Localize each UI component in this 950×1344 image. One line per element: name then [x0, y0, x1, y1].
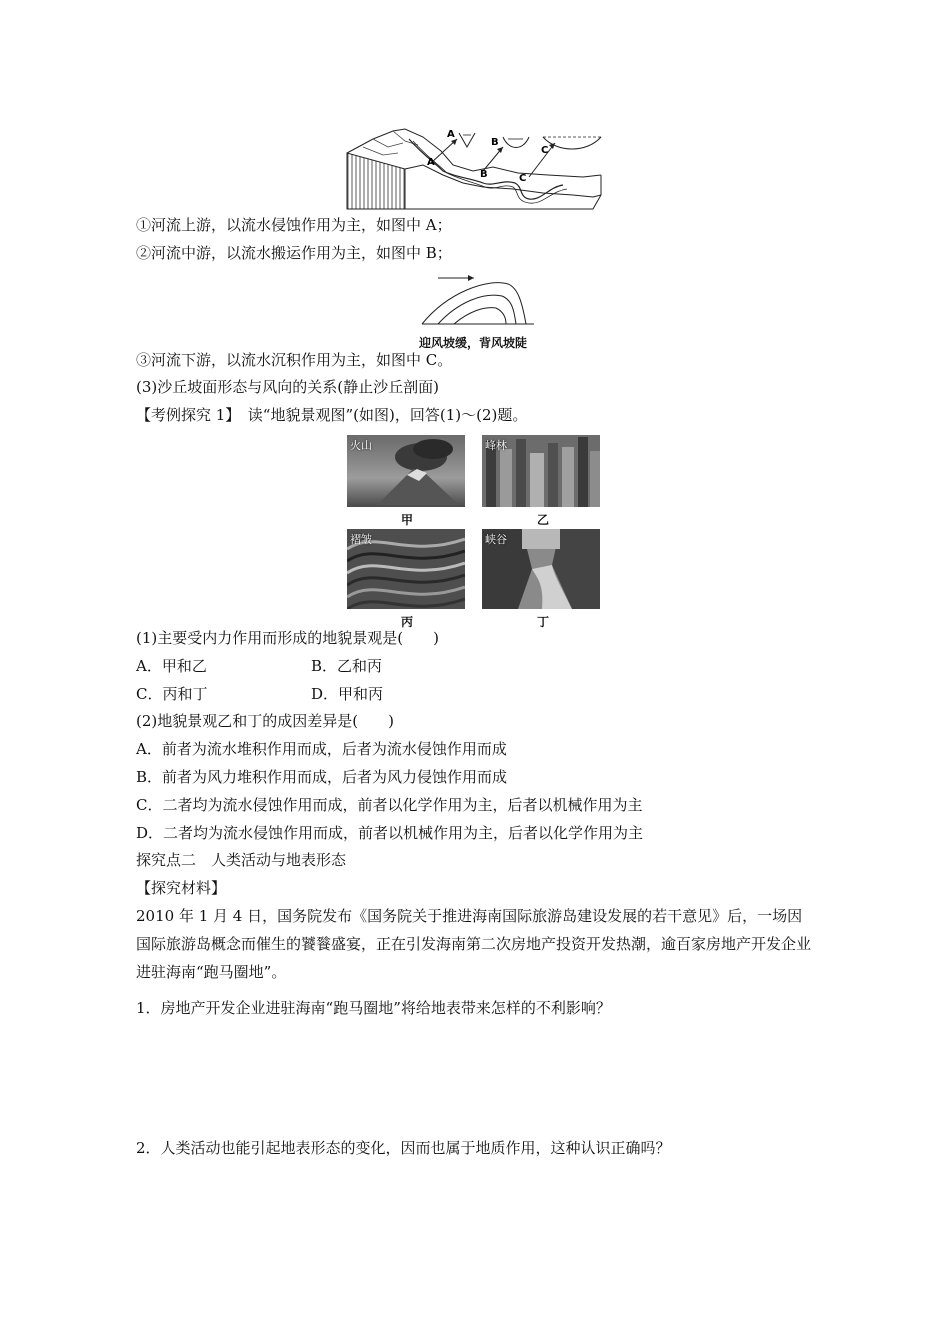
discussion-question-1: 1．房地产开发企业进驻海南“跑马圈地”将给地表带来怎样的不利影响？ — [136, 999, 611, 1017]
dune-heading: (3)沙丘坡面形态与风向的关系(静止沙丘剖面) — [136, 378, 439, 396]
diagram-label-c-top: C — [541, 145, 549, 156]
q1-option-c: C．丙和丁 — [136, 685, 208, 703]
discussion-question-2: 2．人类活动也能引起地表形态的变化，因而也属于地质作用，这种认识正确吗？ — [136, 1139, 671, 1157]
photo-tag-fold: 褶皱 — [350, 533, 372, 546]
diagram-label-a-top: A — [447, 129, 455, 140]
q2-option-d: D．二者均为流水侵蚀作用而成，前者以机械作用为主，后者以化学作用为主 — [136, 824, 644, 842]
diagram-label-b-top: B — [491, 137, 499, 148]
river-valley-diagram — [343, 125, 607, 211]
q2-option-a: A．前者为流水堆积作用而成，后者为流水侵蚀作用而成 — [136, 740, 507, 758]
q2-option-c: C．二者均为流水侵蚀作用而成，前者以化学作用为主，后者以机械作用为主 — [136, 796, 643, 814]
material-heading: 【探究材料】 — [136, 879, 227, 897]
photo-tag-volcano: 火山 — [350, 439, 372, 452]
q1-option-a: A．甲和乙 — [136, 657, 207, 675]
photo-fold — [347, 529, 465, 609]
q2-option-b: B．前者为风力堆积作用而成，后者为风力侵蚀作用而成 — [136, 768, 508, 786]
river-item-3: ③河流下游，以流水沉积作用为主，如图中 C。 — [136, 351, 453, 369]
photo-canyon — [482, 529, 600, 609]
photo-label-yi: 乙 — [537, 513, 550, 527]
q1-option-d: D．甲和丙 — [311, 685, 384, 703]
photo-tag-peak-forest: 峰林 — [485, 439, 507, 452]
river-item-2: ②河流中游，以流水搬运作用为主，如图中 B； — [136, 244, 452, 262]
photo-tag-canyon: 峡谷 — [485, 533, 507, 546]
example-intro: 【考例探究 1】 读“地貌景观图”(如图)，回答(1)～(2)题。 — [136, 406, 528, 424]
diagram-label-a: A — [427, 157, 435, 168]
river-item-1: ①河流上游，以流水侵蚀作用为主，如图中 A； — [136, 216, 452, 234]
dune-caption: 迎风坡缓，背风坡陡 — [419, 336, 528, 350]
photo-volcano — [347, 435, 465, 507]
question-2: (2)地貌景观乙和丁的成因差异是( ) — [136, 712, 394, 730]
section2-title: 探究点二 人类活动与地表形态 — [136, 851, 347, 869]
q1-option-b: B．乙和丙 — [311, 657, 383, 675]
photo-label-bing: 丙 — [401, 615, 414, 629]
dune-profile-diagram — [418, 272, 538, 330]
material-text: 2010 年 1 月 4 日，国务院发布《国务院关于推进海南国际旅游岛建设发展的若干意见》后，一场因国际旅游岛概念而催生的饕餮盛宴，正在引发海南第二次房地产投资开发热潮，逾百家房地产开发企业进驻海南“跑马圈地”。 — [136, 907, 812, 981]
diagram-label-c: C — [519, 173, 527, 184]
photo-peak-forest — [482, 435, 600, 507]
question-1: (1)主要受内力作用而形成的地貌景观是( ) — [136, 629, 439, 647]
photo-label-jia: 甲 — [401, 513, 414, 527]
diagram-label-b: B — [480, 169, 488, 180]
photo-label-ding: 丁 — [537, 615, 550, 629]
